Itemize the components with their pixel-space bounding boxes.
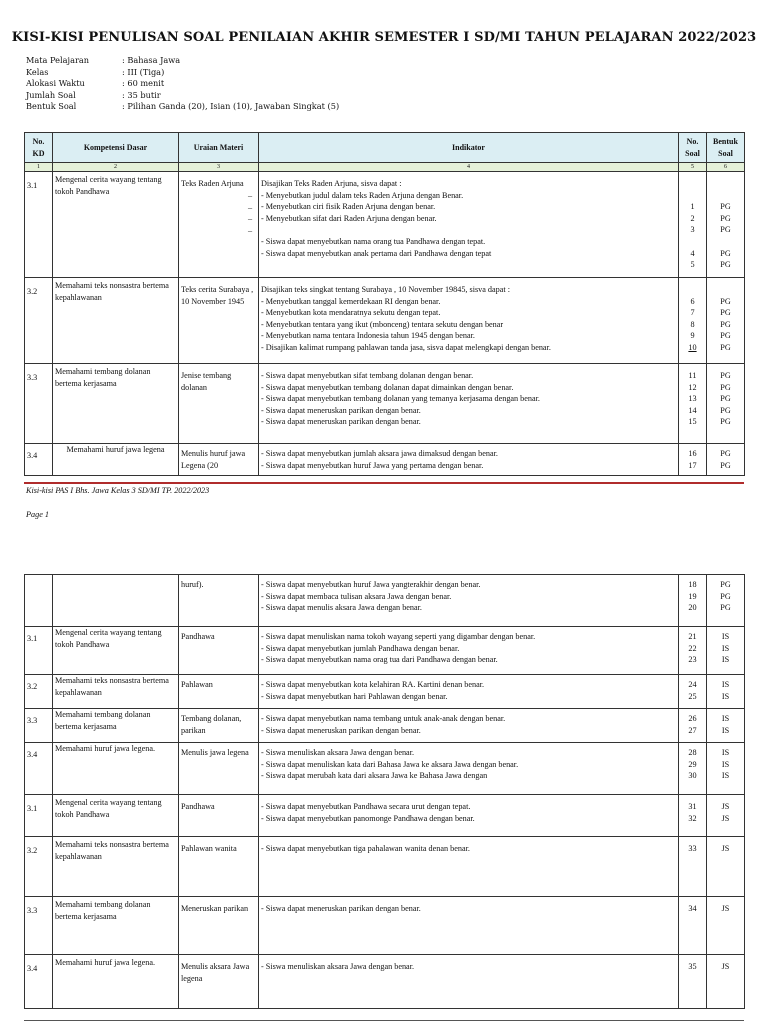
cell-no-soal: [679, 627, 707, 675]
indikator-line: - Siswa dapat merubah kata dari aksara Jawa ke Bahasa Jawa dengan: [261, 771, 488, 781]
indikator-line: - Siswa dapat menuliskan nama tokoh wayang seperti yang digambar dengan benar.: [261, 632, 536, 641]
cell-bentuk: [707, 575, 745, 627]
cell-uraian: Pandhawa: [179, 795, 259, 837]
table-row: [25, 743, 745, 795]
meta-value: : III (Tiga): [122, 66, 165, 77]
bentuk-label: IS: [721, 771, 730, 781]
cell-bentuk: [707, 444, 745, 476]
header-uraian: Uraian Materi: [179, 133, 259, 163]
indikator-line: - Siswa dapat menuliskan kata dari Bahasa Jawa ke aksara Jawa dengan benar.: [261, 759, 519, 769]
bentuk-label: PG: [720, 417, 731, 427]
bentuk-label: IS: [721, 655, 730, 665]
indikator-line: - Siswa dapat menyebutkan tembang dolanan dapat dimainkan dengan benar.: [261, 382, 514, 392]
cell-bentuk: [707, 675, 745, 709]
bentuk-label: PG: [720, 460, 731, 470]
cell-kompetensi: [53, 575, 179, 627]
bentuk-label: [709, 190, 742, 202]
bentuk-label: PG: [720, 319, 731, 329]
table-row: [25, 837, 745, 897]
meta-value: : 60 menit: [122, 78, 165, 89]
cell-kompetensi: Memahami teks nonsastra bertema kepahlawanan: [53, 675, 179, 709]
cell-kompetensi: Mengenal cerita wayang tentang tokoh Pandhawa: [53, 627, 179, 675]
meta-info: [26, 55, 339, 113]
cell-no-kd: 3.3: [25, 709, 53, 743]
bentuk-label: PG: [720, 591, 731, 601]
meta-row: [26, 78, 339, 90]
bentuk-label: JS: [721, 813, 730, 823]
soal-number: 21: [688, 632, 697, 641]
bentuk-label: IS: [721, 680, 730, 689]
soal-number: [681, 190, 704, 202]
cell-uraian: Menulis aksara Jawa legena: [179, 955, 259, 1009]
indikator-line: - Menyebutkan tanggal kemerdekaan RI dengan benar.: [261, 296, 441, 306]
indikator-line: - Siswa dapat meneruskan parikan dengan benar.: [261, 417, 421, 427]
cell-kompetensi: Mengenal cerita wayang tentang tokoh Pandhawa: [53, 795, 179, 837]
bentuk-label: PG: [720, 296, 731, 306]
cell-bentuk: [707, 955, 745, 1009]
bentuk-label: PG: [720, 225, 731, 235]
header-no-kd: No. KD: [25, 133, 53, 163]
cell-bentuk: [707, 897, 745, 955]
bentuk-label: IS: [721, 632, 730, 641]
cell-uraian: Teks Raden Arjuna: [179, 172, 259, 278]
bentuk-label: PG: [720, 331, 731, 341]
indikator-line: - Siswa dapat meneruskan parikan dengan benar.: [261, 725, 421, 735]
cell-bentuk: [707, 795, 745, 837]
soal-number: 7: [690, 308, 695, 318]
bentuk-label: IS: [721, 725, 730, 735]
cell-kompetensi: Memahami teks nonsastra bertema kepahlawanan: [53, 278, 179, 364]
soal-number: 27: [688, 725, 697, 735]
cell-kompetensi: Memahami tembang dolanan bertema kerjasama: [53, 709, 179, 743]
meta-key: Kelas: [26, 66, 49, 77]
cell-indikator: [259, 743, 679, 795]
indikator-line: - Menyebutkan sifat dari Raden Arjuna dengan benar.: [261, 213, 437, 223]
soal-number: 1: [690, 202, 695, 212]
cell-indikator: [259, 795, 679, 837]
indikator-line: - Siswa dapat menyebutkan kota kelahiran RA. Kartini denan benar.: [261, 680, 485, 689]
cell-bentuk: [707, 709, 745, 743]
indikator-line: - Siswa dapat menyebutkan nama tembang untuk anak-anak dengan benar.: [261, 714, 506, 723]
indikator-line: Disajikan teks singkat tentang Surabaya , 10 November 19845, sisva dapat :: [261, 285, 510, 294]
cell-indikator: [259, 837, 679, 897]
cell-no-kd: [25, 575, 53, 627]
indikator-line: - Siswa dapat membaca tulisan aksara Jawa dengan benar.: [261, 591, 452, 601]
indikator-line: - Siswa dapat menyebutkan nama orang tua Pandhawa dengan tepat.: [261, 236, 486, 246]
indikator-line: - Siswa dapat menyebutkan anak pertama dari Pandhawa dengan tepat: [261, 248, 492, 258]
table-row: [25, 675, 745, 709]
soal-number: 24: [688, 680, 697, 689]
table-row: [25, 444, 745, 476]
cell-kompetensi: Memahami teks nonsastra bertema kepahlawanan: [53, 837, 179, 897]
table-row: [25, 575, 745, 627]
indikator-line: - Siswa dapat menulis aksara Jawa dengan benar.: [261, 603, 422, 613]
bentuk-label: PG: [720, 248, 731, 258]
meta-value: : Pilihan Ganda (20), Isian (10), Jawaban Singkat (5): [122, 101, 340, 112]
cell-no-soal: [679, 955, 707, 1009]
cell-no-kd: 3.2: [25, 837, 53, 897]
header-index: 6: [707, 163, 745, 172]
cell-no-kd: 3.3: [25, 364, 53, 444]
document-title: KISI-KISI PENULISAN SOAL PENILAIAN AKHIR SEMESTER I SD/MI TAHUN PELAJARAN 2022/2023: [11, 30, 757, 45]
meta-row: [26, 90, 339, 102]
soal-number: 4: [690, 248, 695, 258]
soal-number: 11: [688, 371, 697, 380]
soal-number: 2: [690, 213, 695, 223]
indikator-line: [261, 224, 676, 236]
meta-value: : Bahasa Jawa: [122, 55, 181, 65]
cell-uraian: Jenise tembang dolanan: [179, 364, 259, 444]
indikator-line: - Siswa dapat menyebutkan jumlah aksara jawa dimaksud dengan benar.: [261, 449, 498, 458]
soal-number: 19: [688, 591, 697, 601]
bentuk-label: IS: [721, 643, 730, 653]
cell-no-soal: [679, 575, 707, 627]
soal-number: 14: [688, 405, 697, 415]
cell-uraian: Meneruskan parikan: [179, 897, 259, 955]
table-row: [25, 897, 745, 955]
soal-number: 33: [688, 844, 697, 853]
meta-value: : 35 butir: [122, 89, 161, 100]
soal-number: 20: [688, 603, 697, 613]
meta-key: Mata Pelajaran: [26, 55, 90, 65]
soal-number: 31: [688, 802, 697, 811]
soal-number: 28: [688, 748, 697, 757]
indikator-line: - Disajikan kalimat rumpang pahlawan tanda jasa, sisva dapat melengkapi dengan benar.: [261, 342, 551, 352]
header-kompetensi: Kompetensi Dasar: [53, 133, 179, 163]
cell-no-soal: [679, 709, 707, 743]
cell-kompetensi: Memahami huruf jawa legena.: [53, 955, 179, 1009]
soal-number: 25: [688, 691, 697, 701]
soal-number: [681, 236, 704, 248]
bentuk-label: IS: [721, 691, 730, 701]
bentuk-label: JS: [721, 844, 730, 853]
bentuk-label: PG: [720, 260, 731, 270]
header-index: 5: [679, 163, 707, 172]
cell-indikator: [259, 172, 679, 278]
header-index: 1: [25, 163, 53, 172]
meta-key: Bentuk Soal: [26, 101, 77, 112]
meta-row: [26, 67, 339, 79]
indikator-line: - Siswa dapat menyebutkan huruf Jawa yang pertama dengan benar.: [261, 460, 484, 470]
soal-number: 34: [688, 904, 697, 913]
page-label: Page 1: [26, 510, 49, 519]
cell-no-soal: [679, 364, 707, 444]
bentuk-label: PG: [720, 202, 731, 212]
cell-kompetensi: Memahami tembang dolanan bertema kerjasama: [53, 364, 179, 444]
meta-key: Jumlah Soal: [26, 89, 76, 100]
cell-no-kd: 3.4: [25, 955, 53, 1009]
bentuk-label: PG: [720, 394, 731, 404]
bentuk-label: [709, 236, 742, 248]
bottom-rule: [24, 1020, 744, 1021]
cell-no-kd: 3.2: [25, 278, 53, 364]
cell-uraian: Menulis jawa legena: [179, 743, 259, 795]
bentuk-label: PG: [720, 382, 731, 392]
cell-uraian: Pahlawan: [179, 675, 259, 709]
table-row: [25, 364, 745, 444]
soal-number: 12: [688, 382, 697, 392]
dash-marks: – – – –: [248, 191, 253, 235]
indikator-line: - Menyebutkan ciri fisik Raden Arjuna dengan benar.: [261, 202, 436, 212]
cell-indikator: [259, 444, 679, 476]
indikator-line: - Siswa dapat menyebutkan panomonge Pandhawa dengan benar.: [261, 813, 475, 823]
indikator-line: - Siswa dapat menyebutkan jumlah Pandhawa dengan benar.: [261, 643, 460, 653]
soal-number: 15: [688, 417, 697, 427]
cell-no-kd: 3.1: [25, 795, 53, 837]
soal-number: 9: [690, 331, 695, 341]
cell-no-soal: [679, 278, 707, 364]
cell-no-kd: 3.3: [25, 897, 53, 955]
bentuk-label: JS: [721, 802, 730, 811]
cell-bentuk: [707, 172, 745, 278]
header-no-soal: No. Soal: [679, 133, 707, 163]
cell-no-kd: 3.4: [25, 743, 53, 795]
indikator-line: - Siswa menuliskan aksara Jawa dengan benar.: [261, 748, 415, 757]
table-row: [25, 172, 745, 278]
cell-bentuk: [707, 627, 745, 675]
cell-uraian: Tembang dolanan, parikan: [179, 709, 259, 743]
cell-bentuk: [707, 364, 745, 444]
bentuk-label: PG: [720, 449, 731, 458]
cell-indikator: [259, 955, 679, 1009]
cell-no-soal: [679, 897, 707, 955]
header-indikator: Indikator: [259, 133, 679, 163]
indikator-line: - Siswa dapat menyebutkan tiga pahalawan wanita denan benar.: [261, 844, 470, 853]
soal-number: 10: [688, 342, 697, 352]
soal-number: 29: [688, 759, 697, 769]
cell-kompetensi: Memahami huruf jawa legena.: [53, 743, 179, 795]
cell-indikator: [259, 709, 679, 743]
kisi-kisi-table-page1: [24, 132, 745, 476]
cell-no-kd: 3.1: [25, 627, 53, 675]
soal-number: 32: [688, 813, 697, 823]
cell-no-soal: [679, 795, 707, 837]
indikator-line: - Siswa dapat meneruskan parikan dengan benar.: [261, 405, 421, 415]
indikator-line: - Menyebutkan tentara yang ikut (mbonceng) tentara sekutu dengan benar: [261, 319, 504, 329]
soal-number: 17: [688, 460, 697, 470]
footer-rule: [24, 482, 744, 484]
bentuk-label: IS: [721, 748, 730, 757]
cell-uraian: Pandhawa: [179, 627, 259, 675]
soal-number: 35: [688, 962, 697, 971]
soal-number: 13: [688, 394, 697, 404]
bentuk-label: PG: [720, 405, 731, 415]
meta-row: [26, 101, 339, 113]
cell-indikator: [259, 278, 679, 364]
bentuk-label: PG: [720, 580, 731, 589]
soal-number: 18: [688, 580, 697, 589]
cell-no-soal: [679, 444, 707, 476]
cell-no-kd: 3.2: [25, 675, 53, 709]
soal-number: [681, 284, 704, 296]
soal-number: 8: [690, 319, 695, 329]
bentuk-label: IS: [721, 714, 730, 723]
meta-key: Alokasi Waktu: [26, 78, 85, 89]
table-row: [25, 709, 745, 743]
cell-indikator: [259, 897, 679, 955]
header-index: 3: [179, 163, 259, 172]
footnote: Kisi-kisi PAS I Bhs. Jawa Kelas 3 SD/MI TP. 2022/2023: [26, 486, 210, 495]
soal-number: [681, 178, 704, 190]
indikator-line: - Siswa dapat menyebutkan tembang dolanan yang temanya kerjasama dengan benar.: [261, 394, 540, 404]
cell-no-soal: [679, 837, 707, 897]
cell-kompetensi: Memahami huruf jawa legena: [53, 444, 179, 476]
bentuk-label: PG: [720, 371, 731, 380]
cell-uraian: huruf).: [179, 575, 259, 627]
indikator-line: - Siswa dapat menyebutkan huruf Jawa yangterakhir dengan benar.: [261, 580, 481, 589]
soal-number: 16: [688, 449, 697, 458]
soal-number: 30: [688, 771, 697, 781]
bentuk-label: PG: [720, 308, 731, 318]
cell-no-soal: [679, 743, 707, 795]
cell-no-kd: 3.1: [25, 172, 53, 278]
indikator-line: - Siswa dapat menyebutkan nama orag tua dari Pandhawa dengan benar.: [261, 655, 498, 665]
cell-indikator: [259, 364, 679, 444]
table-row: [25, 795, 745, 837]
bentuk-label: JS: [721, 904, 730, 913]
soal-number: 23: [688, 655, 697, 665]
bentuk-label: PG: [720, 342, 731, 352]
indikator-line: - Siswa menuliskan aksara Jawa dengan benar.: [261, 962, 415, 971]
soal-number: 3: [690, 225, 695, 235]
cell-indikator: [259, 627, 679, 675]
cell-uraian: Pahlawan wanita: [179, 837, 259, 897]
table-row: [25, 278, 745, 364]
indikator-line: - Siswa dapat menyebutkan Pandhawa secara urut dengan tepat.: [261, 802, 471, 811]
header-index: 4: [259, 163, 679, 172]
cell-kompetensi: Memahami tembang dolanan bertema kerjasama: [53, 897, 179, 955]
kisi-kisi-table-page2: [24, 574, 745, 1009]
indikator-line: - Menyebutkan nama tentara Indonesia tahun 1945 dengan benar.: [261, 331, 475, 341]
bentuk-label: [709, 284, 742, 296]
cell-no-soal: [679, 172, 707, 278]
table-row: [25, 627, 745, 675]
indikator-line: - Siswa dapat menyebutkan sifat tembang dolanan dengan benar.: [261, 371, 474, 380]
bentuk-label: [709, 178, 742, 190]
cell-bentuk: [707, 837, 745, 897]
header-index: 2: [53, 163, 179, 172]
cell-bentuk: [707, 743, 745, 795]
cell-no-soal: [679, 675, 707, 709]
bentuk-label: PG: [720, 603, 731, 613]
indikator-line: - Siswa dapat menyebutkan hari Pahlawan dengan benar.: [261, 691, 448, 701]
bentuk-label: JS: [721, 962, 730, 971]
indikator-line: - Menyebutkan kota mendaratnya sekutu dengan tepat.: [261, 308, 441, 318]
bentuk-label: PG: [720, 213, 731, 223]
bentuk-label: IS: [721, 759, 730, 769]
cell-indikator: [259, 575, 679, 627]
soal-number: 26: [688, 714, 697, 723]
cell-indikator: [259, 675, 679, 709]
cell-uraian: Teks cerita Surabaya , 10 November 1945: [179, 278, 259, 364]
meta-row: [26, 55, 339, 67]
cell-uraian: Menulis huruf jawa Legena (20: [179, 444, 259, 476]
cell-bentuk: [707, 278, 745, 364]
soal-number: 5: [690, 260, 695, 270]
soal-number: 22: [688, 643, 697, 653]
indikator-line: Disajikan Teks Raden Arjuna, sisva dapat :: [261, 179, 402, 188]
indikator-line: - Menyebutkan judul dalam teks Raden Arjuna dengan Benar.: [261, 190, 464, 200]
soal-number: 6: [690, 296, 695, 306]
indikator-line: - Siswa dapat meneruskan parikan dengan benar.: [261, 904, 421, 913]
cell-kompetensi: Mengenal cerita wayang tentang tokoh Pandhawa: [53, 172, 179, 278]
header-bentuk: Bentuk Soal: [707, 133, 745, 163]
cell-no-kd: 3.4: [25, 444, 53, 476]
table-row: [25, 955, 745, 1009]
